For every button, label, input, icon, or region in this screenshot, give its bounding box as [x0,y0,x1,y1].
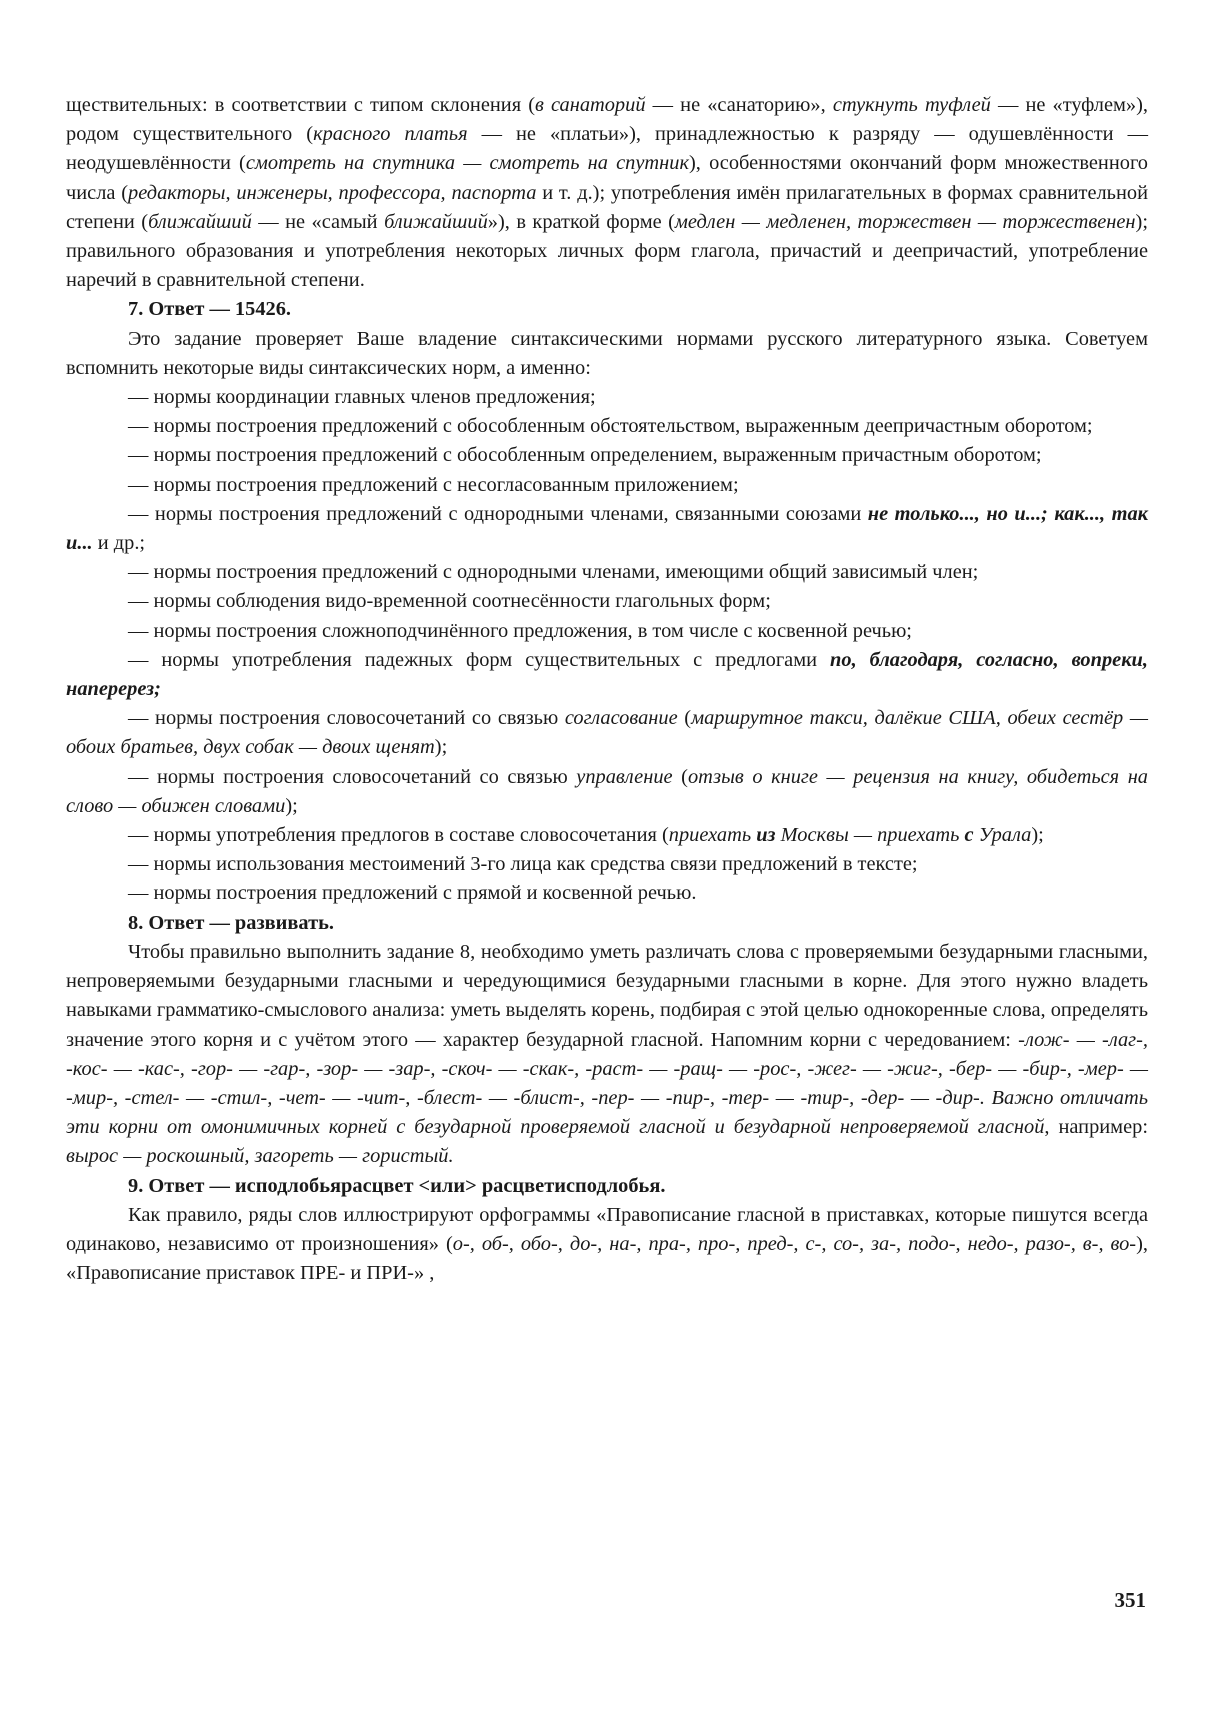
bold-italic-span [965,824,974,846]
paragraph [66,617,1148,646]
paragraph [66,558,1148,587]
text-span: красного платья [313,123,468,146]
text-span: ), «Правописание приставок ПРЕ- и ПРИ-» , [66,1232,1148,1285]
text-span: маршрутное такси, далёкие США, обеих сестёр — обоих братьев, двух собак — двоих щенят [66,707,1148,759]
text-span: ближайший [148,210,252,233]
paragraph [66,325,1148,383]
bold-italic-span [756,824,775,846]
text-span: 9. Ответ — исподлобьярасцвет <или> расцветисподлобья. [128,1174,666,1197]
paragraph [66,471,1148,500]
text-span: ); [434,736,448,759]
text-span: — нормы построения предложений с обособленным обстоятельством, выраженным деепричастным оборотом; [128,415,1093,438]
page-text [66,91,1148,1288]
text-span: отзыв о книге — рецензия на книгу, обидеться на слово — обижен словами [66,765,1148,817]
text-span: — нормы построения словосочетаний со связью [128,765,577,788]
paragraph [66,91,1148,295]
text-span: — не «платьи»), принадлежностью к разряду — одушевлённости — неодушевлённости ( [66,123,1148,175]
text-span: — не «туфлем»), родом существительного ( [66,94,1148,146]
text-span: медлен — медленен, торжествен — торжественен [674,210,1136,233]
text-span: Москвы — приехать [775,824,965,847]
text-span: из [756,824,776,847]
text-span: ( [677,707,692,730]
answer-heading [66,295,1148,324]
text-span: Это задание проверяет Ваше владение синтаксическими нормами русского литературного языка. Советуем вспомнить некоторые виды синтаксических норм, а именно: [66,327,1148,379]
text-span: вырос — роскошный, загореть — гористый. [66,1145,454,1168]
text-span: ближайший [384,210,488,233]
text-span: — не «самый [251,210,385,233]
text-span: 8. Ответ — развивать. [128,911,334,934]
text-span: — нормы координации главных членов предложения; [128,386,596,409]
text-span: ); [285,794,298,817]
text-span: Как правило, ряды слов иллюстрируют орфограммы «Правописание гласной в приставках, которые пишутся всегда одинаково, независимо от произношения» ( [66,1203,1148,1255]
paragraph [66,821,1148,850]
text-span: ); правильного образования и употребления некоторых личных форм глагола, причастий и деепричастий, употребление наречий в сравнительной степени. [66,210,1149,292]
text-span: , например: [1044,1116,1148,1139]
text-span: по, благодаря, согласно, вопреки, наперерез; [66,648,1148,701]
text-span: — нормы построения предложений с прямой и косвенной речью. [128,882,697,905]
answer-heading [66,909,1148,938]
paragraph [66,850,1148,879]
paragraph [66,587,1148,616]
paragraph [66,412,1148,441]
text-span: и др.; [92,532,146,555]
text-span: ( [672,765,688,788]
text-span: согласование [564,707,678,730]
paragraph [66,441,1148,470]
text-span: 7. Ответ — 15426. [128,298,292,321]
text-span: — нормы построения предложений с однородными членами, связанными союзами [128,502,868,525]
page-number: 351 [1114,1588,1146,1612]
text-span: и т. д.); употребления имён прилагательных в формах сравнительной степени ( [66,181,1148,233]
paragraph [66,763,1148,821]
text-span: — нормы построения сложноподчинённого предложения, в том числе с косвенной речью; [128,619,912,642]
text-span: стукнуть туфлей [832,94,991,116]
paragraph [66,383,1148,412]
text-span: о-, об-, обо-, до-, на-, пра-, про-, пред-, с-, со-, за-, подо-, недо-, разо-, в-, во- [452,1232,1137,1255]
text-span: — нормы соблюдения видо-временной соотнесённости глагольных форм; [128,590,771,613]
text-span: с [964,824,974,847]
paragraph [66,500,1148,558]
answer-heading [66,1172,1148,1201]
paragraph [66,704,1148,762]
text-span: -лож- — -лаг-, -кос- — -кас-, -гор- — -гар-, -зор- — -зар-, -скоч- — -скак-, -раст- — -ращ- — -рос-, -жег- — -жиг-, -бер- — -бир-, -мер- — -мир-, -стел- — -стил-, -чет- — -чит-, -блест- — -блист-, -пер- — -пир-, -тер- — -тир-, -дер- — -дир-. Важно отличать эти корни от омонимичных корней с безударной проверяемой гласной и безударной непроверяемой гласной [66,1028,1148,1139]
text-span: »), в краткой форме ( [487,210,675,233]
text-span: — нормы употребления предлогов в составе словосочетания ( [128,824,669,847]
paragraph [66,938,1148,1172]
paragraph [66,1201,1148,1289]
text-span: Чтобы правильно выполнить задание 8, необходимо уметь различать слова с проверяемыми безударными гласными, непроверяемыми безударными гласными и чередующимися безударными гласными в корне. Для этого нужно владеть навыками грамматико-смыслового анализа: уметь выделять корень, подбирая с этой целью однокоренные слова, определять значение этого корня и с учётом этого — характер безударной гласной. Напомним корни с чередованием: [66,940,1148,1051]
text-span: смотреть на спутника — смотреть на спутник [245,152,690,175]
text-span: — нормы построения предложений с однородными членами, имеющими общий зависимый член; [128,561,979,584]
text-span: — не «санаторию», [645,94,833,116]
text-span: приехать [668,824,757,847]
text-span: — нормы построения предложений с несогласованным приложением; [128,473,739,496]
text-span: ), особенностями окончаний форм множественного числа ( [66,152,1149,204]
text-span: управление [576,765,673,788]
text-span: не только..., но и...; как..., так и... [66,502,1148,555]
text-span: редакторы, инженеры, профессора, паспорта [128,181,537,204]
paragraph [66,879,1148,908]
paragraph [66,646,1148,704]
text-span: — нормы построения словосочетаний со связью [128,707,565,730]
text-span: ); [1031,824,1044,847]
text-span: — нормы употребления падежных форм существительных с предлогами [128,648,831,671]
text-span: — нормы построения предложений с обособленным определением, выраженным причастным оборотом; [128,444,1042,467]
text-span: ществительных: в соответствии с типом склонения ( [66,94,536,116]
text-span: в санаторий [535,94,646,116]
text-span: Урала [973,824,1032,847]
text-span: — нормы использования местоимений 3-го лица как средства связи предложений в тексте; [128,853,918,876]
